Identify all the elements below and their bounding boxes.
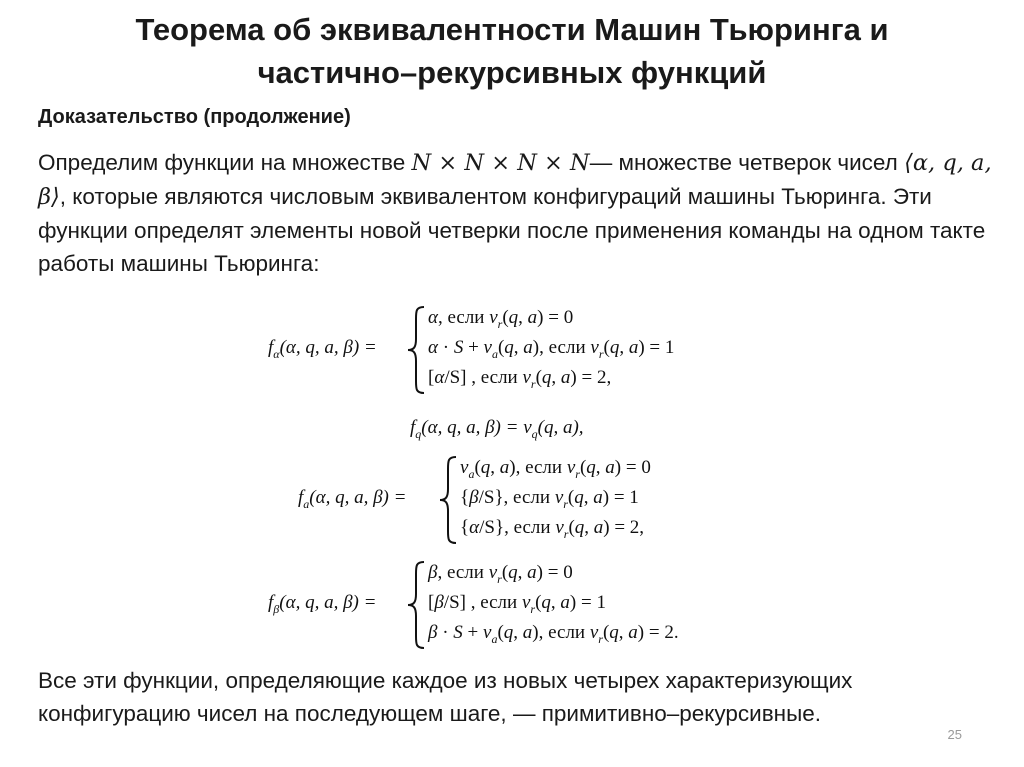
page-number: 25 xyxy=(947,727,962,742)
formula-f-beta-case-3: $\beta \cdot S + v_a(q$, a), если $v_r(q$, a) = 2. xyxy=(428,622,679,646)
formula-f-a-case-1: $v_a(q$, a), если $v_r(q$, a) = 0 xyxy=(460,457,651,481)
formula-f-alpha-brace xyxy=(406,305,428,395)
intro-text-3: , которые являются числовым эквивалентом конфигураций машины Тьюринга. Эти функции определят элементы новой четверки после применения команды на одном такте работы машины Тьюринга: xyxy=(38,184,986,276)
formula-f-alpha-case-2: $\alpha \cdot S + v_a(q$, a), если $v_r(q$, a) = 1 xyxy=(428,337,675,361)
intro-tuple-expression: ⟨α, q, a, β⟩ xyxy=(38,150,992,210)
title-line-1: Теорема об эквивалентности Машин Тьюринга и xyxy=(135,12,889,47)
slide-title xyxy=(0,8,1024,94)
intro-set-expression: N × N × N × N xyxy=(411,150,590,176)
formula-f-alpha-case-1: α, если $v_r(q$, a) = 0 xyxy=(428,307,574,331)
formula-f-a-case-3: {α/S}, если $v_r(q$, a) = 2, xyxy=(460,517,645,541)
closing-paragraph: Все эти функции, определяющие каждое из новых четырех характеризующих конфигурацию чисел на последующем шаге, — примитивно–рекурсивные. xyxy=(38,668,853,726)
formula-f-beta-lhs: $f_\beta(\alpha$, q, a, β) = xyxy=(268,592,377,616)
intro-text-2: — множестве четверок чисел xyxy=(589,150,905,175)
formula-f-beta-case-2: [β/S] , если $v_r(q$, a) = 1 xyxy=(428,592,606,616)
formula-f-q-expression: $f_q(\alpha$, q, a, $\beta) = v_q(q$, a), xyxy=(410,417,584,441)
formula-f-alpha-case-3: [α/S] , если $v_r(q$, a) = 2, xyxy=(428,367,612,391)
formula-f-a-brace xyxy=(438,455,460,545)
intro-text-1: Определим функции на множестве xyxy=(38,150,412,175)
intro-paragraph xyxy=(38,146,998,280)
title-line-2: частично–рекурсивных функций xyxy=(257,55,767,90)
proof-subtitle: Доказательство (продолжение) xyxy=(38,106,351,128)
formula-f-a-case-2: {β/S}, если $v_r(q$, a) = 1 xyxy=(460,487,639,511)
formula-f-beta-brace xyxy=(406,560,428,650)
formula-f-a-lhs: $f_a(\alpha$, q, a, β) = xyxy=(298,487,407,511)
formula-f-alpha-lhs: $f_\alpha(\alpha$, q, a, β) = xyxy=(268,337,377,361)
formula-f-beta-case-1: β, если $v_r(q$, a) = 0 xyxy=(428,562,573,586)
